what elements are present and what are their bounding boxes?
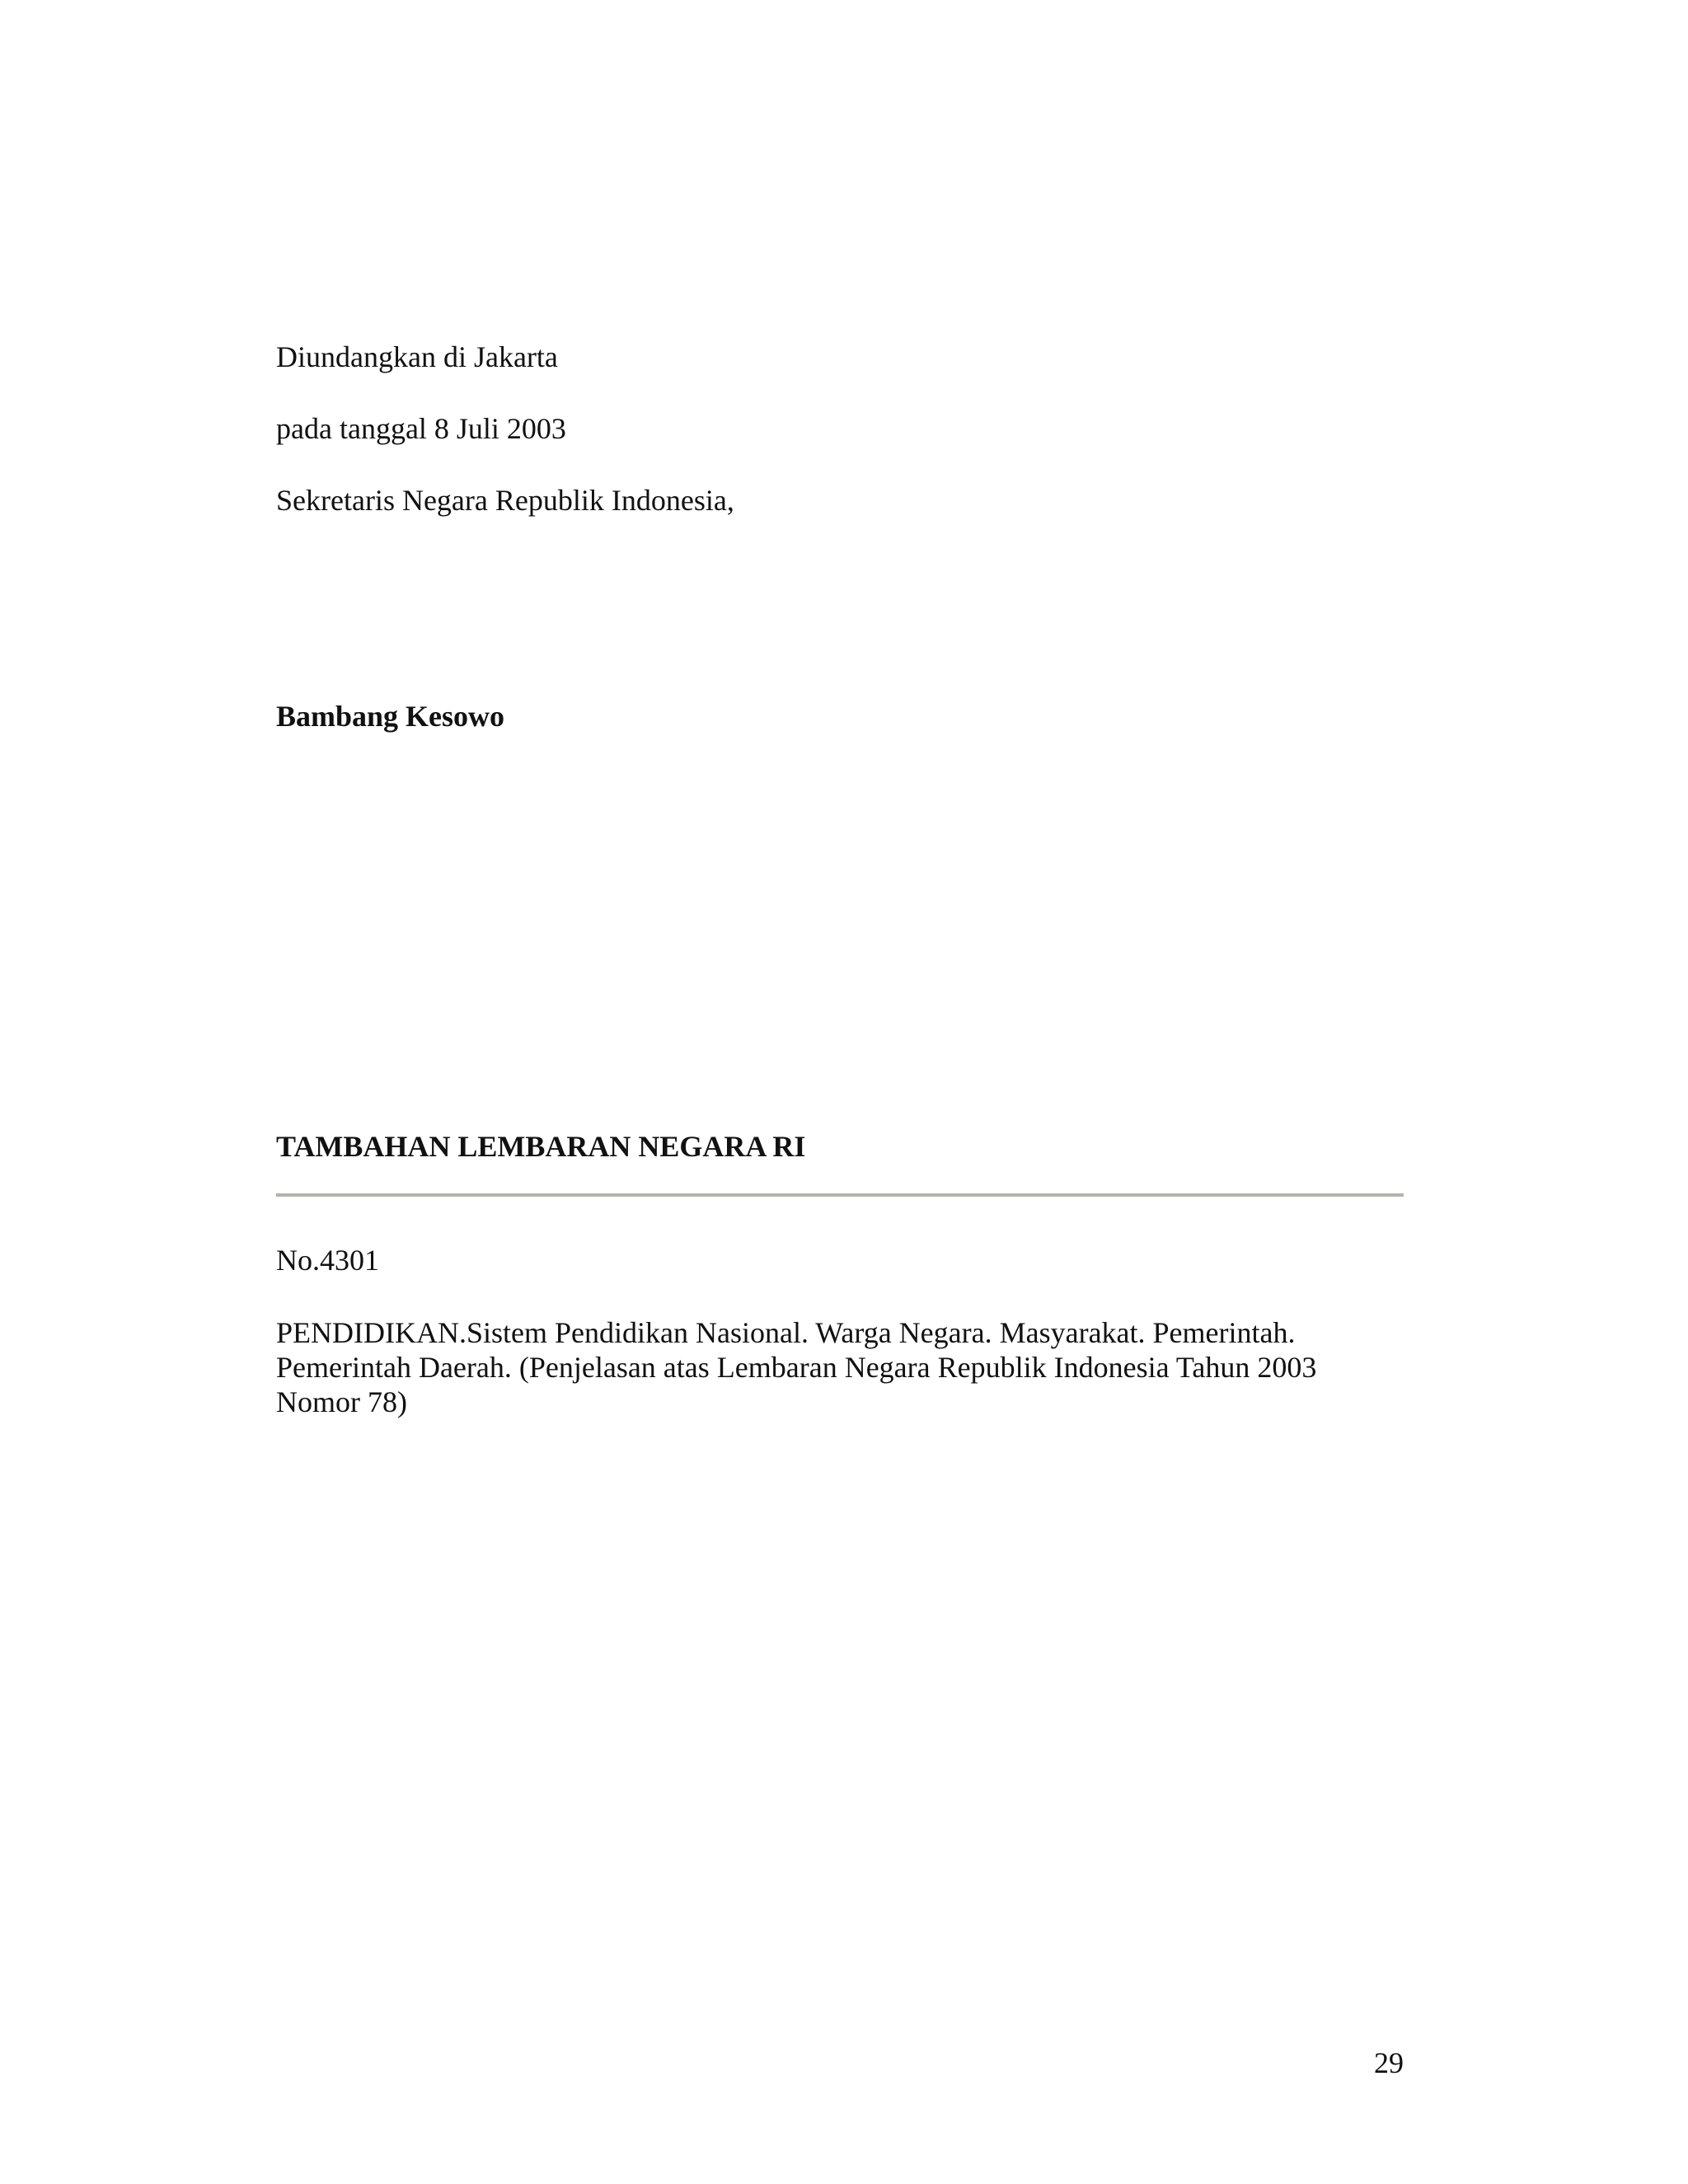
supplement-description-line: Pemerintah Daerah. (Penjelasan atas Lembaran Negara Republik Indonesia Tahun 2003	[276, 1351, 1317, 1384]
signatory-name: Bambang Kesowo	[276, 700, 505, 733]
promulgation-office: Sekretaris Negara Republik Indonesia,	[276, 484, 734, 517]
supplement-number: No.4301	[276, 1244, 379, 1277]
supplement-description	[276, 1315, 1430, 1419]
page-number: 29	[1374, 2046, 1404, 2079]
supplement-description-line: Nomor 78)	[276, 1385, 407, 1418]
supplement-description-line: PENDIDIKAN.Sistem Pendidikan Nasional. Warga Negara. Masyarakat. Pemerintah.	[276, 1316, 1296, 1349]
promulgation-place: Diundangkan di Jakarta	[276, 340, 558, 373]
supplement-heading: TAMBAHAN LEMBARAN NEGARA RI	[276, 1130, 806, 1163]
promulgation-date: pada tanggal 8 Juli 2003	[276, 412, 566, 445]
horizontal-rule	[276, 1193, 1404, 1197]
